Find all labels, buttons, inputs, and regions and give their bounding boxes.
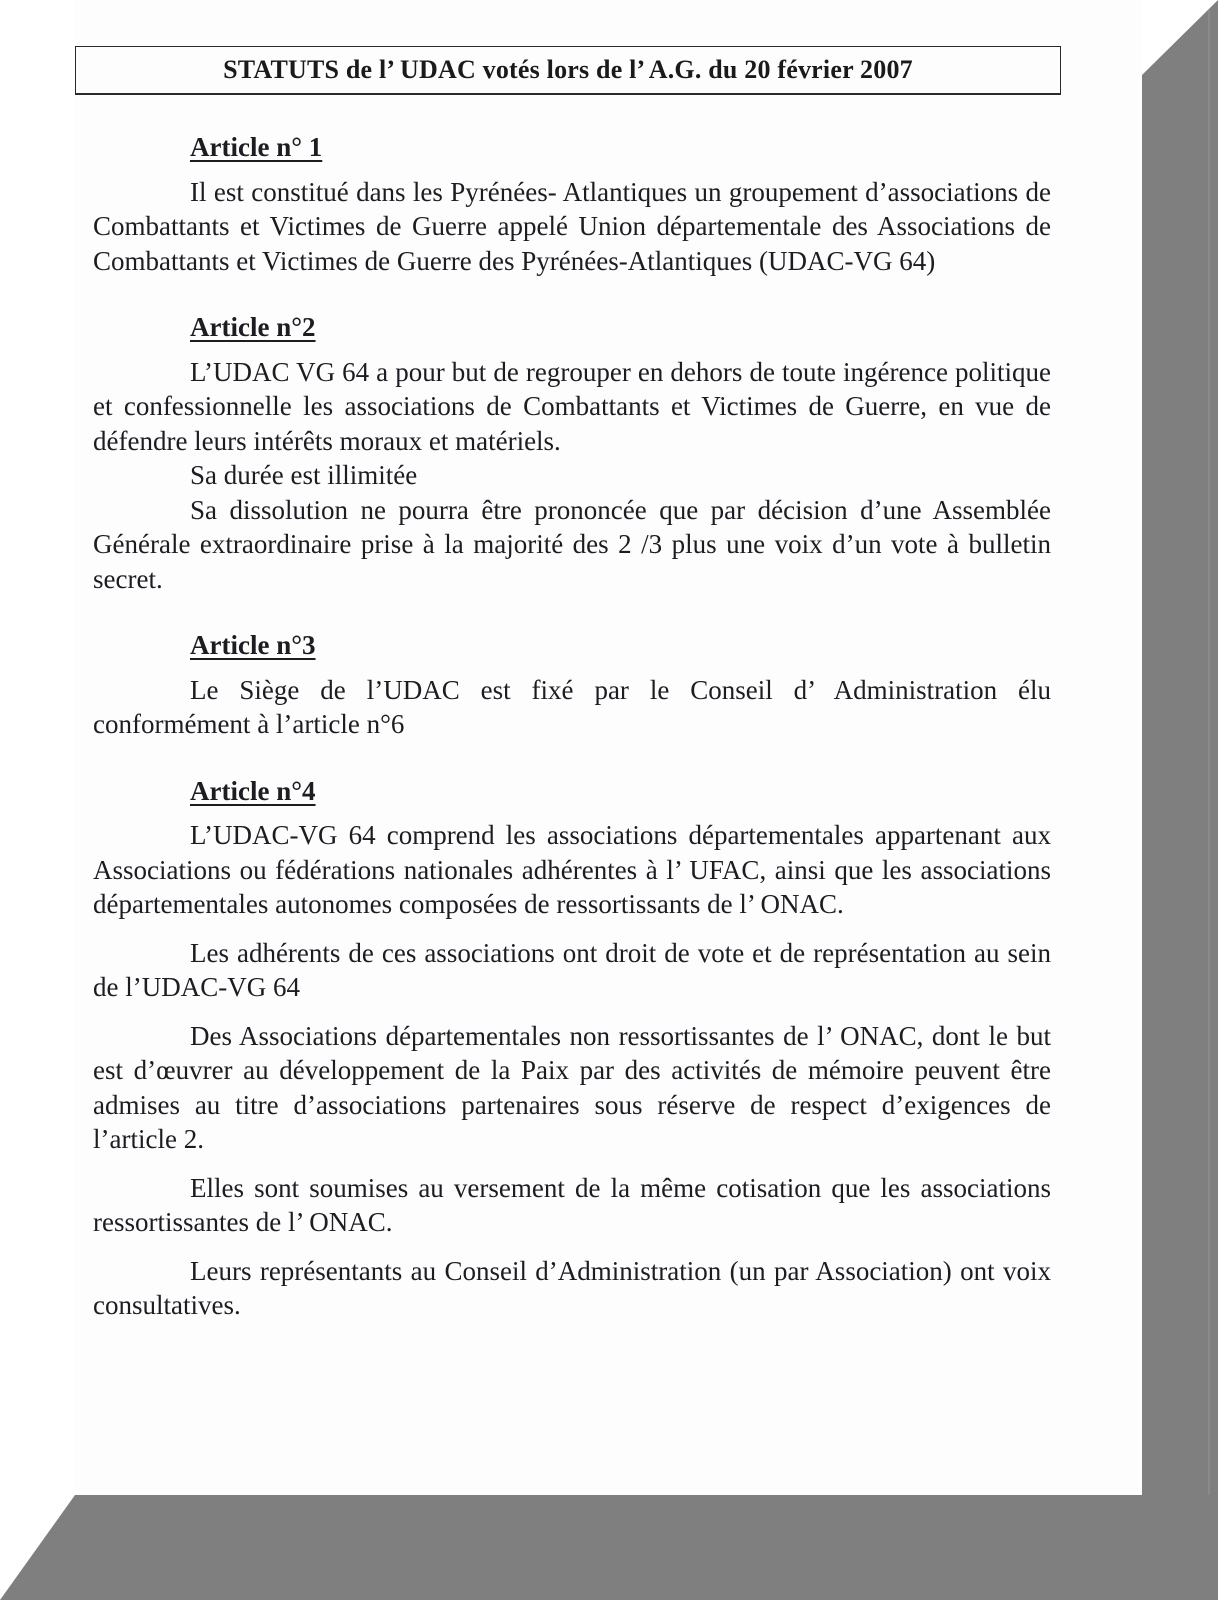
article-2 (93, 310, 1051, 596)
article-paragraph: Le Siège de l’UDAC est fixé par le Conseil d’ Administration élu conformément à l’article n°6 (93, 674, 1051, 739)
article-paragraph: Leurs représentants au Conseil d’Administration (un par Association) ont voix consultatives. (93, 1255, 1051, 1320)
article-1 (93, 130, 1051, 278)
article-heading: Article n°4 (190, 775, 316, 806)
page-shadow-right (1142, 0, 1218, 1600)
article-paragraph: L’UDAC VG 64 a pour but de regrouper en dehors de toute ingérence politique et confessionnelle les associations de Combattants et Victimes de Guerre, en vue de défendre leurs intérêts moraux et matériels. (93, 356, 1051, 456)
article-3 (93, 628, 1051, 742)
article-paragraph: Sa dissolution ne pourra être prononcée que par décision d’une Assemblée Générale extraordinaire prise à la majorité des 2 /3 plus une voix d’un vote à bulletin secret. (93, 494, 1051, 594)
article-heading: Article n°3 (190, 630, 316, 660)
article-paragraph: Des Associations départementales non ressortissantes de l’ ONAC, dont le but est d’œuvrer au développement de la Paix par des activités de mémoire peuvent être admises au titre d’associations partenaires sous réserve de respect d’exigences de l’article 2. (93, 1020, 1051, 1154)
article-paragraph: Elles sont soumises au versement de la même cotisation que les associations ressortissantes de l’ ONAC. (93, 1172, 1051, 1237)
article-paragraph: Sa durée est illimitée (190, 460, 418, 490)
document-page (75, 0, 1142, 1495)
article-heading: Article n° 1 (190, 132, 323, 162)
article-paragraph: Il est constitué dans les Pyrénées- Atlantiques un groupement d’associations de Combattants et Victimes de Guerre appelé Union départementale des Associations de Combattants et Victimes de Guerre des Pyrénées-Atlantiques (UDAC-VG 64) (93, 176, 1051, 276)
article-paragraph: Les adhérents de ces associations ont droit de vote et de représentation au sein de l’UDAC-VG 64 (93, 937, 1051, 1002)
document-body (93, 130, 1051, 1323)
article-heading: Article n°2 (190, 312, 316, 342)
document-title: STATUTS de l’ UDAC votés lors de l’ A.G. du 20 février 2007 (75, 46, 1061, 95)
article-4 (93, 774, 1051, 1323)
article-paragraph: L’UDAC-VG 64 comprend les associations départementales appartenant aux Associations ou fédérations nationales adhérentes à l’ UFAC, ainsi que les associations départementales autonomes composées de ressortissants de l’ ONAC. (93, 820, 1051, 919)
page-shadow-bottom (0, 1495, 1218, 1600)
